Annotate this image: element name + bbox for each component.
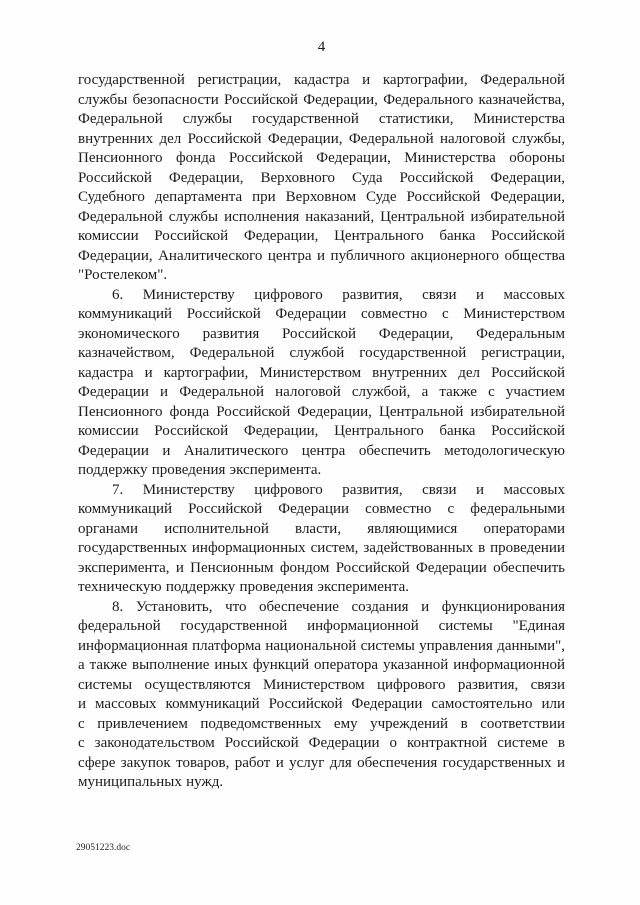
text-line: федеральной государственной информационной системы "Единая [78,618,565,634]
footer-filename: 29051223.doc [76,843,131,853]
text-line: и массовых коммуникаций Российской Федерации самостоятельно или [78,696,565,712]
text-line: коммуникаций Российской Федерации совместно с Министерством [78,306,565,322]
text-line: 7. Министерству цифрового развития, связи и массовых [112,481,565,498]
text-line: кадастра и картографии, Министерством внутренних дел Российской [78,364,565,381]
text-line: информационная платформа национальной системы управления данными", [78,637,565,654]
paragraph [78,71,565,286]
text-line: системы осуществляются Министерством цифрового развития, связи [78,676,565,693]
text-line: Федерации и Федеральной налоговой службой, а также с участием [78,384,565,400]
text-line: службы безопасности Российской Федерации, Федерального казначейства, [78,91,565,108]
text-line: экономического развития Российской Федерации, Федеральным [78,325,565,342]
text-line: 6. Министерству цифрового развития, связи и массовых [112,286,565,303]
text-line: "Ростелеком". [78,267,168,283]
paragraph [78,598,565,793]
page-number: 4 [317,39,326,55]
text-line: комиссии Российской Федерации, Центрального банка Российской [78,228,565,244]
text-line: Пенсионного фонда Российской Федерации, Центральной избирательной [78,403,565,420]
text-line: сфере закупок товаров, работ и услуг для обеспечения государственных и [78,754,565,771]
text-line: Российской Федерации, Верховного Суда Российской Федерации, [78,169,565,186]
text-line: Федеральной службы исполнения наказаний, Центральной избирательной [78,208,565,225]
text-line: с привлечением подведомственных ему учреждений в соответствии [78,715,565,732]
paragraph [78,481,565,598]
text-line: муниципальных нужд. [78,774,224,790]
text-line: коммуникаций Российской Федерации совместно с федеральными [78,501,565,517]
text-line: органами исполнительной власти, являющимися операторами [78,520,565,537]
text-line: государственной регистрации, кадастра и картографии, Федеральной [78,72,565,88]
text-line: поддержку проведения эксперимента. [78,462,322,478]
text-line: а также выполнение иных функций оператора указанной информационной [78,657,565,673]
text-line: государственных информационных систем, задействованных в проведении [78,540,565,556]
text-line: Судебного департамента при Верховном Суде Российской Федерации, [78,189,565,205]
document-body [78,71,565,793]
text-line: внутренних дел Российской Федерации, Федеральной налоговой службы, [78,130,565,147]
text-line: комиссии Российской Федерации, Центрального банка Российской [78,423,565,439]
text-line: Федерации, Аналитического центра и публичного акционерного общества [78,247,565,264]
text-line: 8. Установить, что обеспечение создания и функционирования [112,598,565,615]
text-line: с законодательством Российской Федерации о контрактной системе в [78,735,565,751]
text-line: Пенсионного фонда Российской Федерации, Министерства обороны [78,150,565,166]
text-line: казначейством, Федеральной службой государственной регистрации, [78,345,565,361]
paragraph [78,286,565,481]
text-line: эксперимента, и Пенсионным фондом Российской Федерации обеспечить [78,559,565,576]
text-line: техническую поддержку проведения эксперимента. [78,579,410,595]
text-line: Федерации и Аналитического центра обеспечить методологическую [78,442,565,459]
text-line: Федеральной службы государственной статистики, Министерства [78,111,565,127]
